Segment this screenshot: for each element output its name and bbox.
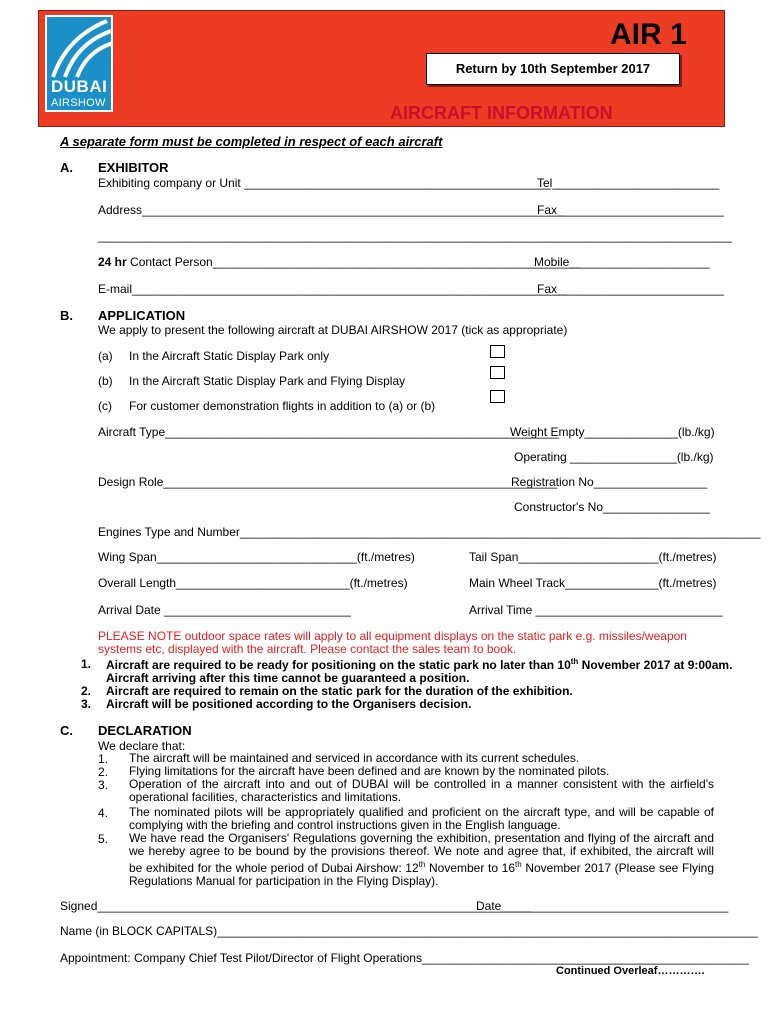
option-a-marker: (a) <box>98 349 113 363</box>
continued-overleaf: Continued Overleaf…………. <box>556 965 705 977</box>
declaration-1-text: The aircraft will be maintained and serviced in accordance with its current schedules. <box>129 751 580 765</box>
option-a-label: In the Aircraft Static Display Park only <box>129 349 330 363</box>
section-a-letter: A. <box>60 160 73 175</box>
dubai-airshow-logo <box>45 15 113 112</box>
rule-3-number: 3. <box>81 697 92 711</box>
arrival-time-field[interactable]: Arrival Time ____________________________ <box>469 603 723 617</box>
fax-field-2[interactable]: Fax_________________________ <box>537 282 724 296</box>
section-b-letter: B. <box>60 308 73 323</box>
section-c-letter: C. <box>60 723 73 738</box>
please-note-text: PLEASE NOTE outdoor space rates will apply to all equipment displays on the static park e.g. missiles/weapon systems etc, displayed with the aircraft. Please contact the sales team to book. <box>98 629 687 656</box>
declaration-5-text-b: November to 16 <box>425 861 515 875</box>
email-field[interactable]: E-mail_________________________________________________________________ <box>98 282 566 296</box>
address-line-2[interactable]: _______________________________________________________________________________________________ <box>98 229 733 243</box>
rule-1-number: 1. <box>81 657 92 671</box>
constructor-no-field[interactable]: Constructor's No________________ <box>514 500 710 514</box>
signed-field[interactable]: Signed_________________________________________________________________ <box>60 899 532 913</box>
mobile-field[interactable]: Mobile_____________________ <box>534 255 710 269</box>
page-title: AIRCRAFT INFORMATION <box>390 103 613 123</box>
declaration-5-number: 5. <box>98 832 109 846</box>
declaration-3-number: 3. <box>98 778 109 792</box>
logo-text-airshow: AIRSHOW <box>51 97 106 109</box>
option-b-label: In the Aircraft Static Display Park and Flying Display <box>129 374 406 388</box>
rule-1-text-b: November 2017 at 9:00am. <box>578 658 733 672</box>
return-by-box: Return by 10th September 2017 <box>426 53 680 85</box>
rule-1-text <box>106 657 732 672</box>
appointment-field[interactable]: Appointment: Company Chief Test Pilot/Director of Flight Operations_________________________________________________ <box>60 951 749 965</box>
declaration-4-number: 4. <box>98 806 109 820</box>
declaration-4-text: The nominated pilots will be appropriately qualified and proficient on the aircraft type, and will be capable of complying with the briefing and control instructions given in the English language. <box>129 805 714 832</box>
logo-text-dubai: DUBAI <box>51 77 108 96</box>
runway-swoosh-icon <box>47 17 113 79</box>
rule-3-text: Aircraft will be positioned according to the Organisers decision. <box>106 697 472 711</box>
tail-span-field[interactable]: Tail Span_____________________(ft./metres) <box>469 550 717 564</box>
contact-24hr-label: 24 hr <box>98 255 127 269</box>
option-c-label: For customer demonstration flights in addition to (a) or (b) <box>129 399 436 413</box>
section-b-title: APPLICATION <box>98 308 186 323</box>
declaration-2-number: 2. <box>98 765 109 779</box>
overall-length-field[interactable]: Overall Length__________________________(ft./metres) <box>98 576 408 590</box>
engines-field[interactable]: Engines Type and Number______________________________________________________________________________ <box>98 525 761 539</box>
registration-field[interactable]: Registration No_________________ <box>511 475 708 489</box>
fax-field[interactable]: Fax_________________________ <box>537 203 724 217</box>
wing-span-field[interactable]: Wing Span______________________________(ft./metres) <box>98 550 415 564</box>
declaration-5-text-c: November 2017 (Please see Flying Regulations Manual for participation in the Flying Display). <box>129 861 714 888</box>
weight-empty-field[interactable]: Weight Empty______________(lb./kg) <box>510 425 715 439</box>
operating-weight-field[interactable]: Operating ________________(lb./kg) <box>514 450 714 464</box>
contact-person-field[interactable] <box>98 255 580 269</box>
date-field[interactable]: Date__________________________________ <box>476 899 729 913</box>
rule-1-text-a: Aircraft are required to be ready for positioning on the static park no later than 10 <box>106 658 571 672</box>
declaration-2-text: Flying limitations for the aircraft have been defined and are known by the nominated pilots. <box>129 764 610 778</box>
option-b-marker: (b) <box>98 374 113 388</box>
declaration-3-text: Operation of the aircraft into and out of DUBAI will be controlled in a manner consistent with the airfield's operational facilities, characteristics and limitations. <box>129 777 714 804</box>
arrival-date-field[interactable]: Arrival Date ____________________________ <box>98 603 351 617</box>
aircraft-type-field[interactable]: Aircraft Type___________________________________________________________ <box>98 425 559 439</box>
option-c-checkbox[interactable] <box>490 390 505 403</box>
rule-1-sup: th <box>570 657 579 666</box>
declaration-5-text <box>129 832 714 888</box>
contact-person-label: Contact Person_______________________________________________________ <box>126 255 580 269</box>
rule-1-line-2: Aircraft arriving after this time cannot be guaranteed a position. <box>106 671 470 685</box>
form-code: AIR 1 <box>610 18 687 51</box>
declaration-5-text-a: We have read the Organisers' Regulations governing the exhibition, presentation and flying of the aircraft and we hereby agree to be bound by the provisions thereof. We note and agree that, if exhibited, the aircraft will be exhibited for the whole period of Dubai Airshow: 12 <box>129 831 714 875</box>
section-c-title: DECLARATION <box>98 723 192 738</box>
declaration-5-sup-1: th <box>418 860 426 869</box>
design-role-field[interactable]: Design Role___________________________________________________________ <box>98 475 558 489</box>
declaration-1-number: 1. <box>98 752 109 766</box>
address-field[interactable]: Address_______________________________________________________________ <box>98 203 563 217</box>
option-a-checkbox[interactable] <box>490 345 505 358</box>
main-wheel-track-field[interactable]: Main Wheel Track______________(ft./metres) <box>469 576 717 590</box>
section-a-title: EXHIBITOR <box>98 160 169 175</box>
application-intro: We apply to present the following aircraft at DUBAI AIRSHOW 2017 (tick as appropriate) <box>98 323 568 337</box>
option-c-marker: (c) <box>98 399 112 413</box>
declaration-5-sup-2: th <box>515 860 522 869</box>
company-field[interactable]: Exhibiting company or Unit ______________________________________________ <box>98 176 552 190</box>
option-b-checkbox[interactable] <box>490 366 505 379</box>
rule-2-text: Aircraft are required to remain on the static park for the duration of the exhibition. <box>106 684 573 698</box>
tel-field[interactable]: Tel_________________________ <box>537 176 720 190</box>
name-block-capitals-field[interactable]: Name (in BLOCK CAPITALS)_________________________________________________________________________________ <box>60 924 758 938</box>
rule-2-number: 2. <box>81 684 92 698</box>
declaration-intro: We declare that: <box>98 739 186 753</box>
separate-form-note: A separate form must be completed in respect of each aircraft <box>60 134 443 149</box>
